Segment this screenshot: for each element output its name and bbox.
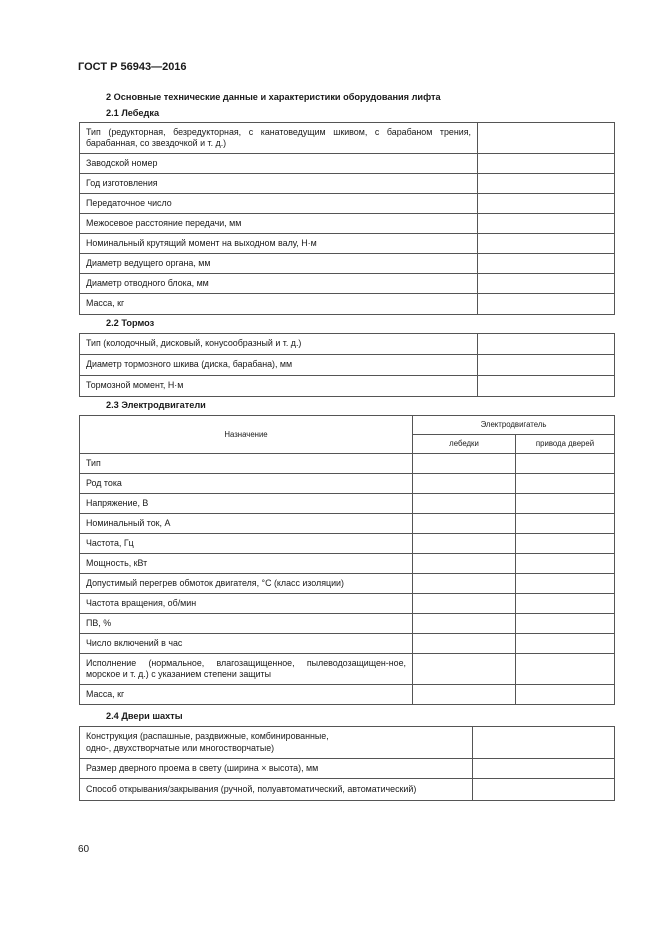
motors-section-title: 2.3 Электродвигатели (106, 400, 206, 410)
value-cell (516, 454, 615, 474)
value-cell (516, 514, 615, 534)
value-cell (473, 727, 615, 759)
winch-row-label: Межосевое расстояние передачи, мм (80, 214, 478, 234)
winch-row-label: Передаточное число (80, 194, 478, 214)
winch-row-label: Диаметр ведущего органа, мм (80, 254, 478, 274)
value-cell (478, 194, 615, 214)
motor-row-label: Исполнение (нормальное, влагозащищенное, пылеводозащищен-ное, морское и т. д.) с указанием степени защиты (80, 654, 413, 685)
value-cell (413, 494, 516, 514)
table-row (80, 685, 615, 705)
table-row (80, 194, 615, 214)
motor-row-label: Частота вращения, об/мин (80, 594, 413, 614)
value-cell (478, 334, 615, 355)
value-cell (413, 654, 516, 685)
winch-table (79, 122, 615, 315)
brake-table (79, 333, 615, 397)
motor-row-label: Номинальный ток, А (80, 514, 413, 534)
table-row (80, 594, 615, 614)
motor-row-label: Род тока (80, 474, 413, 494)
document-header: ГОСТ Р 56943—2016 (78, 61, 187, 73)
doors-table (79, 726, 615, 801)
table-row (80, 514, 615, 534)
value-cell (413, 454, 516, 474)
motors-table (79, 415, 615, 705)
value-cell (413, 554, 516, 574)
value-cell (478, 174, 615, 194)
doors-section-title: 2.4 Двери шахты (106, 711, 183, 721)
value-cell (516, 474, 615, 494)
value-cell (473, 759, 615, 779)
table-row (80, 254, 615, 274)
motor-row-label: Допустимый перегрев обмоток двигателя, °С (класс изоляции) (80, 574, 413, 594)
value-cell (478, 294, 615, 315)
motor-row-label: ПВ, % (80, 614, 413, 634)
table-row (80, 294, 615, 315)
motor-header: Электродвигатель (413, 416, 615, 435)
value-cell (413, 514, 516, 534)
value-cell (478, 355, 615, 376)
brake-section-title: 2.2 Тормоз (106, 318, 155, 328)
brake-row-label: Тип (колодочный, дисковый, конусообразный и т. д.) (80, 334, 478, 355)
value-cell (516, 685, 615, 705)
table-row (80, 154, 615, 174)
motor-row-label: Тип (80, 454, 413, 474)
value-cell (478, 254, 615, 274)
doors-row-label: Способ открывания/закрывания (ручной, полуавтоматический, автоматический) (80, 779, 473, 801)
table-row (80, 174, 615, 194)
winch-row-label: Масса, кг (80, 294, 478, 315)
value-cell (478, 234, 615, 254)
winch-row-label: Тип (редукторная, безредукторная, с канатоведущим шкивом, с барабаном трения, барабанная, со звездочкой и т. д.) (80, 123, 478, 154)
motor-row-label: Частота, Гц (80, 534, 413, 554)
table-row (80, 376, 615, 397)
value-cell (478, 123, 615, 154)
section-title: 2 Основные технические данные и характеристики оборудования лифта (106, 92, 441, 102)
table-row (80, 779, 615, 801)
table-row (80, 454, 615, 474)
winch-section-title: 2.1 Лебедка (106, 108, 160, 118)
table-row (80, 494, 615, 514)
table-row (80, 355, 615, 376)
motor-row-label: Число включений в час (80, 634, 413, 654)
value-cell (413, 594, 516, 614)
table-row (80, 234, 615, 254)
motor-row-label: Напряжение, В (80, 494, 413, 514)
value-cell (413, 534, 516, 554)
value-cell (516, 634, 615, 654)
value-cell (413, 574, 516, 594)
value-cell (478, 376, 615, 397)
value-cell (516, 534, 615, 554)
table-row (80, 534, 615, 554)
table-row (80, 634, 615, 654)
value-cell (413, 474, 516, 494)
value-cell (516, 494, 615, 514)
winch-row-label: Заводской номер (80, 154, 478, 174)
table-row (80, 214, 615, 234)
door-motor-header: привода дверей (516, 435, 615, 454)
table-row (80, 654, 615, 685)
table-row (80, 727, 615, 759)
doors-row-label (80, 727, 473, 759)
doors-row-label-line-1: Конструкция (распашные, раздвижные, комбинированные, (86, 731, 329, 742)
value-cell (516, 614, 615, 634)
value-cell (478, 274, 615, 294)
winch-row-label: Год изготовления (80, 174, 478, 194)
value-cell (413, 685, 516, 705)
page-number: 60 (78, 844, 90, 855)
value-cell (478, 154, 615, 174)
table-row (80, 759, 615, 779)
winch-motor-header: лебедки (413, 435, 516, 454)
value-cell (516, 654, 615, 685)
value-cell (478, 214, 615, 234)
value-cell (516, 594, 615, 614)
brake-row-label: Тормозной момент, Н·м (80, 376, 478, 397)
table-row (80, 274, 615, 294)
table-row (80, 123, 615, 154)
doors-row-label: Размер дверного проема в свету (ширина × высота), мм (80, 759, 473, 779)
table-header-row (80, 416, 615, 435)
motor-row-label: Масса, кг (80, 685, 413, 705)
table-row (80, 554, 615, 574)
brake-row-label: Диаметр тормозного шкива (диска, барабана), мм (80, 355, 478, 376)
value-cell (516, 574, 615, 594)
doors-row-label-line-2: одно-, двухстворчатые или многостворчатые) (86, 742, 275, 753)
value-cell (516, 554, 615, 574)
table-row (80, 574, 615, 594)
winch-row-label: Номинальный крутящий момент на выходном валу, Н·м (80, 234, 478, 254)
value-cell (413, 614, 516, 634)
motor-row-label: Мощность, кВт (80, 554, 413, 574)
value-cell (473, 779, 615, 801)
winch-row-label: Диаметр отводного блока, мм (80, 274, 478, 294)
table-row (80, 614, 615, 634)
table-row (80, 334, 615, 355)
value-cell (413, 634, 516, 654)
purpose-header: Назначение (80, 416, 413, 454)
table-row (80, 474, 615, 494)
